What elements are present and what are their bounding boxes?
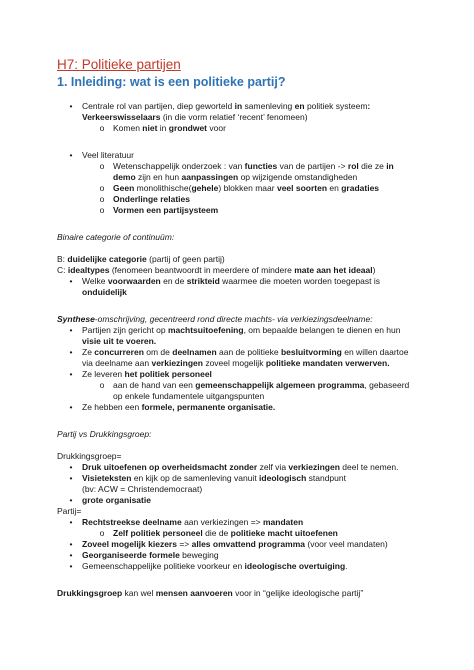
text-line (113, 123, 226, 134)
text-line (82, 495, 151, 506)
text-segment: deel te nemen. (339, 462, 399, 472)
text-segment: aan de politieke (216, 347, 281, 357)
text-segment: op enkele fundamentele uitgangspunten (113, 391, 265, 401)
text-segment: , om bepaalde belangen te dienen en hun (243, 325, 401, 335)
text-line (82, 517, 303, 528)
sub-bullet-icon: o (99, 161, 105, 171)
text-segment: formele (149, 550, 180, 560)
text-segment: -omschrijving, gecentreerd rond directe machts- via verkiezingsdeelname: (94, 314, 373, 324)
bullet-icon: • (69, 276, 73, 286)
text-segment: geworteld (195, 101, 233, 111)
text-line (82, 336, 156, 347)
text-segment: Drukkingsgroep (57, 588, 123, 598)
text-segment: die de (202, 528, 231, 538)
text-line (57, 451, 122, 462)
text-segment: Verkeerswisselaars (82, 112, 161, 122)
text-segment: in (157, 123, 169, 133)
text-segment: Vormen een partijsysteem (113, 205, 219, 215)
text-segment: en willen daartoe (341, 347, 409, 357)
text-segment: gehele (191, 183, 219, 193)
section-heading: 1. Inleiding: wat is een politieke partij? (57, 75, 286, 89)
text-line (113, 380, 409, 391)
text-segment: politiek systeem (306, 101, 368, 111)
bullet-icon: • (69, 517, 73, 527)
text-segment: verkiezingen (288, 462, 340, 472)
text-segment: ideologische overtuiging (244, 561, 346, 571)
bullet-icon: • (69, 561, 73, 571)
text-segment: het politiek personeel (124, 369, 212, 379)
text-line (82, 369, 212, 380)
text-line (113, 161, 394, 172)
text-segment: Komen (113, 123, 143, 133)
text-line (82, 347, 409, 358)
text-segment: en (292, 101, 307, 111)
text-segment: strikteid (186, 276, 220, 286)
text-segment: die ze (358, 161, 387, 171)
text-line (82, 484, 202, 495)
bullet-icon: • (69, 325, 73, 335)
text-line (82, 462, 399, 473)
text-segment: Partijen zijn gericht op (82, 325, 168, 335)
bullet-icon: • (69, 347, 73, 357)
text-segment: Partij= (57, 506, 82, 516)
text-segment: C: (57, 265, 68, 275)
sub-bullet-icon: o (99, 183, 105, 193)
text-segment: Onderlinge relaties (113, 194, 190, 204)
bullet-icon: • (69, 101, 73, 111)
text-segment: Zoveel mogelijk kiezers (82, 539, 177, 549)
text-segment: aan de hand van een (113, 380, 196, 390)
text-segment: visie uit te voeren. (82, 336, 157, 346)
text-line (82, 150, 134, 161)
text-segment: waarmee die moeten worden toegepast is (219, 276, 380, 286)
text-segment: rol (347, 161, 359, 171)
text-segment: grondwet (168, 123, 208, 133)
text-line (57, 254, 225, 265)
text-line (113, 194, 190, 205)
text-segment: van de partijen -> (277, 161, 348, 171)
text-segment: (voor veel mandaten) (305, 539, 388, 549)
text-segment: in (232, 101, 245, 111)
text-line (57, 429, 151, 440)
text-line (82, 325, 400, 336)
text-line (82, 287, 127, 298)
text-segment: mensen aanvoeren (155, 588, 233, 598)
text-segment: (partij of geen partij) (146, 254, 225, 264)
text-segment: Wetenschappelijk onderzoek : van (113, 161, 245, 171)
text-segment: oefenen (305, 528, 338, 538)
text-segment: Synthese (57, 314, 95, 324)
text-segment: Zelf politiek personeel (113, 528, 203, 538)
text-segment: ) blokken maar (218, 183, 277, 193)
text-segment: mate aan het ideaal (294, 265, 373, 275)
text-segment: op wijzigende omstandigheden (238, 172, 358, 182)
text-segment: zijn en hun (135, 172, 182, 182)
text-segment: Gemeenschappelijke politieke voorkeur en (82, 561, 245, 571)
text-segment: functies (244, 161, 278, 171)
sub-bullet-icon: o (99, 380, 105, 390)
text-segment: Druk uitoefenen op overheidsmacht zonder (82, 462, 258, 472)
text-segment: => (176, 539, 192, 549)
bullet-icon: • (69, 550, 73, 560)
text-line (57, 506, 81, 517)
text-line (82, 276, 380, 287)
text-segment: Veel literatuur (82, 150, 134, 160)
text-segment: ideologisch (259, 473, 307, 483)
bullet-icon: • (69, 369, 73, 379)
page-title: H7: Politieke partijen (57, 57, 181, 72)
text-segment: Ze hebben een (82, 402, 142, 412)
text-segment: Ze leveren (82, 369, 125, 379)
text-segment: Centrale rol van partijen, diep (82, 101, 196, 111)
text-segment: kan wel (122, 588, 156, 598)
text-line (57, 314, 373, 325)
text-segment: Binaire categorie of continuüm: (57, 232, 175, 242)
text-segment: Drukkingsgroep= (57, 451, 122, 461)
text-segment: demo (113, 172, 136, 182)
text-segment: zoveel mogelijk (202, 358, 266, 368)
text-line (113, 391, 264, 402)
text-segment: gradaties (341, 183, 380, 193)
text-segment: B: (57, 254, 68, 264)
text-line (113, 172, 357, 183)
bullet-icon: • (69, 473, 73, 483)
text-segment: ) (372, 265, 376, 275)
text-segment: Georganiseerde (82, 550, 150, 560)
text-segment: verkiezingen (151, 358, 203, 368)
sub-bullet-icon: o (99, 528, 105, 538)
text-segment: en de (160, 276, 187, 286)
text-segment: idealtypes (67, 265, 110, 275)
text-segment: beweging (179, 550, 219, 560)
text-segment: politieke mandaten verwerven. (265, 358, 390, 368)
text-segment: samenleving (244, 101, 293, 111)
text-segment: Partij vs Drukkingsgroep: (57, 429, 152, 439)
text-segment: gemeenschappelijk algemeen programma (195, 380, 365, 390)
text-line (57, 232, 174, 243)
text-segment: voor (207, 123, 226, 133)
text-segment: niet (142, 123, 158, 133)
text-segment: Geen (113, 183, 135, 193)
text-segment: formele, permanente organisatie. (141, 402, 276, 412)
bullet-icon: • (69, 495, 73, 505)
text-segment: aan verkiezingen => (181, 517, 263, 527)
bullet-icon: • (69, 462, 73, 472)
text-line (82, 561, 348, 572)
text-line (113, 183, 379, 194)
text-segment: om de (143, 347, 173, 357)
text-line (82, 358, 390, 369)
text-segment: voorwaarden (107, 276, 161, 286)
text-segment: Visieteksten (82, 473, 132, 483)
sub-bullet-icon: o (99, 123, 105, 133)
text-segment: politieke macht (230, 528, 293, 538)
text-segment: alles omvattend programma (191, 539, 305, 549)
text-segment: via deelname aan (82, 358, 152, 368)
text-line (57, 265, 375, 276)
text-segment: uit (292, 528, 306, 538)
text-segment: veel soorten (276, 183, 328, 193)
text-segment: mandaten (262, 517, 304, 527)
bullet-icon: • (69, 539, 73, 549)
text-segment: en (327, 183, 342, 193)
text-line (113, 528, 338, 539)
text-segment: (in die vorm relatief ‘recent’ fenomeen) (160, 112, 308, 122)
text-segment: standpunt (306, 473, 346, 483)
text-line (113, 205, 218, 216)
text-segment: (bv: ACW = Christendemocraat) (82, 484, 203, 494)
text-segment: Welke (82, 276, 108, 286)
text-line (82, 550, 219, 561)
text-line (82, 101, 370, 112)
text-segment: en kijk op de samenleving vanuit (131, 473, 260, 483)
sub-bullet-icon: o (99, 194, 105, 204)
sub-bullet-icon: o (99, 205, 105, 215)
text-segment: , gebaseerd (364, 380, 410, 390)
text-segment: zelf via (257, 462, 289, 472)
text-segment: deelnamen (172, 347, 217, 357)
text-segment: aanpassingen (181, 172, 239, 182)
text-line (82, 112, 308, 123)
text-segment: concurreren (94, 347, 144, 357)
bullet-icon: • (69, 402, 73, 412)
text-segment: onduidelijk (82, 287, 127, 297)
text-line (82, 473, 346, 484)
text-segment: grote organisatie (82, 495, 151, 505)
text-segment: : (367, 101, 371, 111)
bullet-icon: • (69, 150, 73, 160)
text-segment: duidelijke categorie (67, 254, 147, 264)
text-segment: (fenomeen beantwoordt in meerdere of mindere (109, 265, 295, 275)
text-line (82, 402, 275, 413)
text-segment: Ze (82, 347, 95, 357)
text-line (57, 588, 363, 599)
text-segment: . (345, 561, 348, 571)
text-segment: Rechtstreekse deelname (82, 517, 182, 527)
text-segment: machtsuitoefening (168, 325, 244, 335)
text-line (82, 539, 388, 550)
text-segment: voor in “gelijke ideologische partij” (232, 588, 364, 598)
text-segment: besluitvorming (280, 347, 342, 357)
text-segment: monolithische( (134, 183, 192, 193)
text-segment: in (386, 161, 394, 171)
